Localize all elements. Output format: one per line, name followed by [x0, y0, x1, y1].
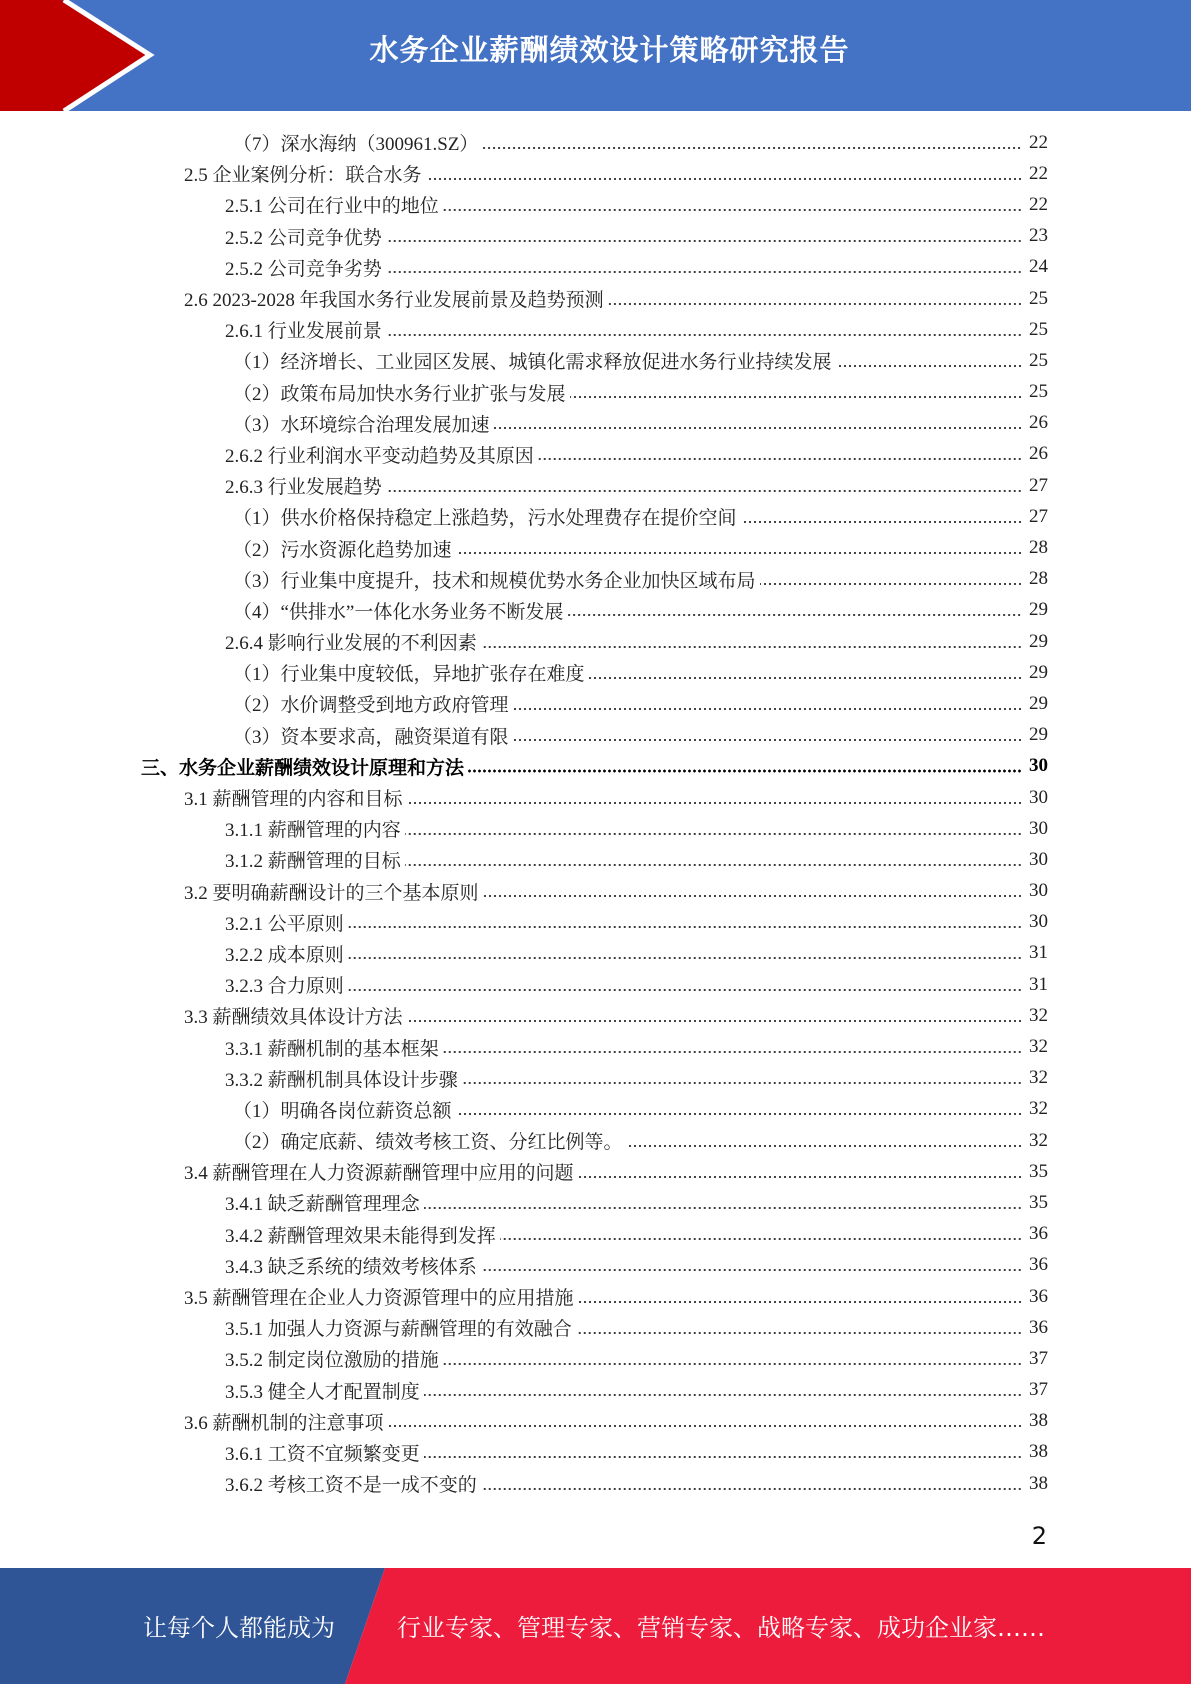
toc-dot-leader [500, 1236, 1022, 1242]
toc-entry-title: （2）水价调整受到地方政府管理 [233, 695, 509, 717]
toc-entry[interactable] [0, 1437, 1191, 1468]
toc-entry-page: 29 [1029, 692, 1048, 714]
toc-entry-title: （1）行业集中度较低，异地扩张存在难度 [233, 664, 585, 686]
toc-entry-page: 22 [1029, 131, 1048, 153]
toc-entry[interactable] [0, 1000, 1191, 1031]
toc-entry-page: 31 [1029, 973, 1048, 995]
toc-dot-leader [483, 893, 1022, 899]
toc-entry-page: 36 [1029, 1285, 1048, 1307]
toc-entry-title: （3）行业集中度提升，技术和规模优势水务企业加快区域布局 [233, 570, 756, 592]
toc-entry-title: 3.1 薪酬管理的内容和目标 [184, 789, 403, 811]
toc-entry-page: 32 [1029, 1004, 1048, 1026]
toc-entry[interactable] [0, 283, 1191, 314]
toc-dot-leader [468, 768, 1022, 774]
toc-entry-page: 36 [1029, 1223, 1048, 1245]
toc-dot-leader [386, 269, 1022, 275]
toc-entry-title: 2.6 2023-2028 年我国水务行业发展前景及趋势预测 [184, 290, 604, 312]
toc-dot-leader [424, 1392, 1022, 1398]
toc-entry-title: 3.5.2 制定岗位激励的措施 [225, 1350, 439, 1372]
toc-entry[interactable] [0, 1187, 1191, 1218]
toc-entry-page: 29 [1029, 661, 1048, 683]
toc-entry-title: 3.6.1 工资不宜频繁变更 [225, 1443, 420, 1465]
toc-entry-title: 3.4 薪酬管理在人力资源薪酬管理中应用的问题 [184, 1163, 574, 1185]
toc-entry-title: （7）深水海纳（300961.SZ） [233, 134, 479, 156]
toc-entry-page: 28 [1029, 568, 1048, 590]
toc-entry[interactable] [0, 1281, 1191, 1312]
toc-entry-page: 29 [1029, 724, 1048, 746]
toc-entry-title: 2.5 企业案例分析：联合水务 [184, 165, 422, 187]
toc-dot-leader [386, 332, 1022, 338]
toc-entry-page: 24 [1029, 256, 1048, 278]
toc-dot-leader [462, 1080, 1022, 1086]
toc-dot-leader [481, 644, 1022, 650]
page-header [0, 0, 1191, 111]
toc-dot-leader [570, 394, 1022, 400]
toc-dot-leader [405, 831, 1022, 837]
toc-dot-leader [589, 675, 1022, 681]
toc-dot-leader [538, 456, 1022, 462]
toc-entry-title: 2.6.1 行业发展前景 [225, 321, 382, 343]
toc-entry[interactable] [0, 876, 1191, 907]
toc-entry-page: 26 [1029, 412, 1048, 434]
toc-entry-title: （2）确定底薪、绩效考核工资、分红比例等。 [233, 1132, 623, 1154]
toc-entry-title: 3.1.2 薪酬管理的目标 [225, 851, 401, 873]
page-number: 2 [1031, 1522, 1047, 1550]
toc-dot-leader [578, 1299, 1022, 1305]
toc-dot-leader [567, 612, 1022, 618]
toc-dot-leader [386, 238, 1022, 244]
toc-entry[interactable] [0, 345, 1191, 376]
toc-dot-leader [513, 706, 1022, 712]
toc-entry-title: （3）水环境综合治理发展加速 [233, 414, 490, 436]
toc-entry-page: 38 [1029, 1410, 1048, 1432]
toc-entry[interactable] [0, 969, 1191, 1000]
toc-dot-leader [424, 1454, 1022, 1460]
toc-dot-leader [494, 425, 1022, 431]
toc-entry[interactable] [0, 1250, 1191, 1281]
toc-entry-page: 25 [1029, 318, 1048, 340]
toc-entry[interactable] [0, 532, 1191, 563]
toc-entry-title: 3.6 薪酬机制的注意事项 [184, 1412, 384, 1434]
toc-dot-leader [424, 1205, 1022, 1211]
toc-entry[interactable] [0, 626, 1191, 657]
toc-entry[interactable] [0, 907, 1191, 938]
toc-entry-title: （3）资本要求高，融资渠道有限 [233, 726, 509, 748]
toc-entry-title: 三、水务企业薪酬绩效设计原理和方法 [141, 757, 465, 779]
toc-entry-page: 35 [1029, 1191, 1048, 1213]
footer-slogan-right: 行业专家、管理专家、营销专家、战略专家、成功企业家…… [397, 1614, 1045, 1642]
toc-dot-leader [482, 145, 1022, 151]
toc-entry-title: 2.6.2 行业利润水平变动趋势及其原因 [225, 445, 534, 467]
toc-entry-page: 32 [1029, 1129, 1048, 1151]
toc-entry-title: 3.3.2 薪酬机制具体设计步骤 [225, 1069, 458, 1091]
toc-dot-leader [407, 1018, 1022, 1024]
toc-entry-page: 29 [1029, 599, 1048, 621]
toc-entry-page: 23 [1029, 225, 1048, 247]
toc-entry-title: 3.4.3 缺乏系统的绩效考核体系 [225, 1256, 477, 1278]
toc-entry-page: 35 [1029, 1160, 1048, 1182]
toc-entry-page: 36 [1029, 1316, 1048, 1338]
toc-entry-page: 25 [1029, 287, 1048, 309]
toc-entry-page: 30 [1029, 755, 1048, 777]
toc-entry[interactable] [0, 470, 1191, 501]
toc-entry[interactable] [0, 813, 1191, 844]
toc-entry-title: 3.3 薪酬绩效具体设计方法 [184, 1007, 403, 1029]
page-footer [0, 1568, 1191, 1684]
toc-dot-leader [443, 207, 1022, 213]
toc-entry[interactable] [0, 221, 1191, 252]
toc-entry[interactable] [0, 1406, 1191, 1437]
toc-entry[interactable] [0, 1375, 1191, 1406]
toc-entry-page: 38 [1029, 1441, 1048, 1463]
toc-entry-page: 28 [1029, 537, 1048, 559]
toc-entry-page: 31 [1029, 942, 1048, 964]
toc-entry-page: 37 [1029, 1347, 1048, 1369]
toc-entry-title: 3.3.1 薪酬机制的基本框架 [225, 1038, 439, 1060]
toc-dot-leader [481, 1267, 1022, 1273]
toc-entry-page: 37 [1029, 1379, 1048, 1401]
toc-entry-title: 2.5.1 公司在行业中的地位 [225, 196, 439, 218]
toc-entry-page: 30 [1029, 817, 1048, 839]
toc-entry[interactable] [0, 1031, 1191, 1062]
toc-dot-leader [388, 1423, 1022, 1429]
toc-dot-leader [576, 1330, 1022, 1336]
toc-entry[interactable] [0, 377, 1191, 408]
toc-entry[interactable] [0, 127, 1191, 158]
toc-entry-title: 3.2.2 成本原则 [225, 944, 344, 966]
toc-entry-title: 2.5.2 公司竞争劣势 [225, 258, 382, 280]
toc-entry-title: 3.5.3 健全人才配置制度 [225, 1381, 420, 1403]
toc-entry[interactable] [0, 1468, 1191, 1499]
toc-entry-page: 25 [1029, 381, 1048, 403]
toc-entry-title: 3.2.3 合力原则 [225, 976, 344, 998]
toc-entry-title: 3.2.1 公平原则 [225, 913, 344, 935]
toc-entry-title: （2）政策布局加快水务行业扩张与发展 [233, 383, 566, 405]
toc-entry-page: 30 [1029, 911, 1048, 933]
toc-entry[interactable] [0, 314, 1191, 345]
toc-entry-page: 30 [1029, 786, 1048, 808]
toc-dot-leader [443, 1361, 1022, 1367]
toc-entry-title: （1）供水价格保持稳定上涨趋势，污水处理费存在提价空间 [233, 508, 737, 530]
toc-entry[interactable] [0, 751, 1191, 782]
footer-slogan-left: 让每个人都能成为 [143, 1614, 335, 1642]
toc-entry[interactable] [0, 1063, 1191, 1094]
toc-dot-leader [426, 176, 1022, 182]
toc-entry[interactable] [0, 158, 1191, 189]
toc-dot-leader [348, 987, 1022, 993]
toc-entry[interactable] [0, 1094, 1191, 1125]
toc-dot-leader [481, 1486, 1022, 1492]
toc-entry[interactable] [0, 439, 1191, 470]
toc-entry[interactable] [0, 844, 1191, 875]
toc-entry[interactable] [0, 688, 1191, 719]
toc-entry-title: 3.5.1 加强人力资源与薪酬管理的有效融合 [225, 1319, 572, 1341]
toc-entry[interactable] [0, 1219, 1191, 1250]
table-of-contents [0, 127, 1191, 1499]
toc-dot-leader [443, 1049, 1022, 1055]
toc-entry-title: （1）明确各岗位薪资总额 [233, 1100, 452, 1122]
toc-entry-title: （4）“供排水”一体化水务业务不断发展 [233, 601, 564, 623]
report-title: 水务企业薪酬绩效设计策略研究报告 [369, 33, 850, 67]
toc-dot-leader [348, 924, 1022, 930]
toc-entry-page: 32 [1029, 1036, 1048, 1058]
toc-entry-title: 2.5.2 公司竞争优势 [225, 227, 382, 249]
toc-entry[interactable] [0, 501, 1191, 532]
toc-entry[interactable] [0, 1343, 1191, 1374]
toc-entry-title: 2.6.4 影响行业发展的不利因素 [225, 633, 477, 655]
toc-dot-leader [386, 488, 1022, 494]
toc-entry-page: 27 [1029, 505, 1048, 527]
toc-dot-leader [608, 301, 1022, 307]
toc-entry-title: 2.6.3 行业发展趋势 [225, 477, 382, 499]
toc-entry-title: 3.6.2 考核工资不是一成不变的 [225, 1475, 477, 1497]
toc-entry-title: （1）经济增长、工业园区发展、城镇化需求释放促进水务行业持续发展 [233, 352, 832, 374]
toc-dot-leader [348, 955, 1022, 961]
toc-entry[interactable] [0, 782, 1191, 813]
toc-dot-leader [513, 737, 1022, 743]
toc-entry[interactable] [0, 1156, 1191, 1187]
toc-entry-page: 30 [1029, 848, 1048, 870]
toc-entry-page: 27 [1029, 474, 1048, 496]
toc-entry-page: 29 [1029, 630, 1048, 652]
toc-entry[interactable] [0, 252, 1191, 283]
toc-entry-page: 22 [1029, 193, 1048, 215]
toc-dot-leader [456, 550, 1022, 556]
toc-entry-page: 25 [1029, 349, 1048, 371]
toc-dot-leader [760, 581, 1022, 587]
toc-entry-title: 3.1.1 薪酬管理的内容 [225, 820, 401, 842]
toc-entry-page: 36 [1029, 1254, 1048, 1276]
toc-dot-leader [456, 1111, 1022, 1117]
toc-entry-title: 3.5 薪酬管理在企业人力资源管理中的应用措施 [184, 1288, 574, 1310]
toc-dot-leader [405, 862, 1022, 868]
toc-dot-leader [741, 519, 1022, 525]
toc-dot-leader [836, 363, 1022, 369]
toc-dot-leader [407, 800, 1022, 806]
toc-entry-page: 26 [1029, 443, 1048, 465]
toc-entry[interactable] [0, 408, 1191, 439]
toc-entry[interactable] [0, 564, 1191, 595]
toc-entry[interactable] [0, 189, 1191, 220]
toc-entry-title: （2）污水资源化趋势加速 [233, 539, 452, 561]
toc-entry-title: 3.4.1 缺乏薪酬管理理念 [225, 1194, 420, 1216]
toc-dot-leader [578, 1174, 1022, 1180]
toc-entry-page: 32 [1029, 1098, 1048, 1120]
toc-dot-leader [627, 1143, 1022, 1149]
toc-entry-page: 38 [1029, 1472, 1048, 1494]
toc-entry[interactable] [0, 595, 1191, 626]
toc-entry-page: 32 [1029, 1067, 1048, 1089]
toc-entry-page: 30 [1029, 880, 1048, 902]
toc-entry[interactable] [0, 720, 1191, 751]
toc-entry-page: 22 [1029, 162, 1048, 184]
toc-entry-title: 3.4.2 薪酬管理效果未能得到发挥 [225, 1225, 496, 1247]
toc-entry[interactable] [0, 657, 1191, 688]
toc-entry-title: 3.2 要明确薪酬设计的三个基本原则 [184, 882, 479, 904]
toc-entry[interactable] [0, 938, 1191, 969]
toc-entry[interactable] [0, 1312, 1191, 1343]
toc-entry[interactable] [0, 1125, 1191, 1156]
